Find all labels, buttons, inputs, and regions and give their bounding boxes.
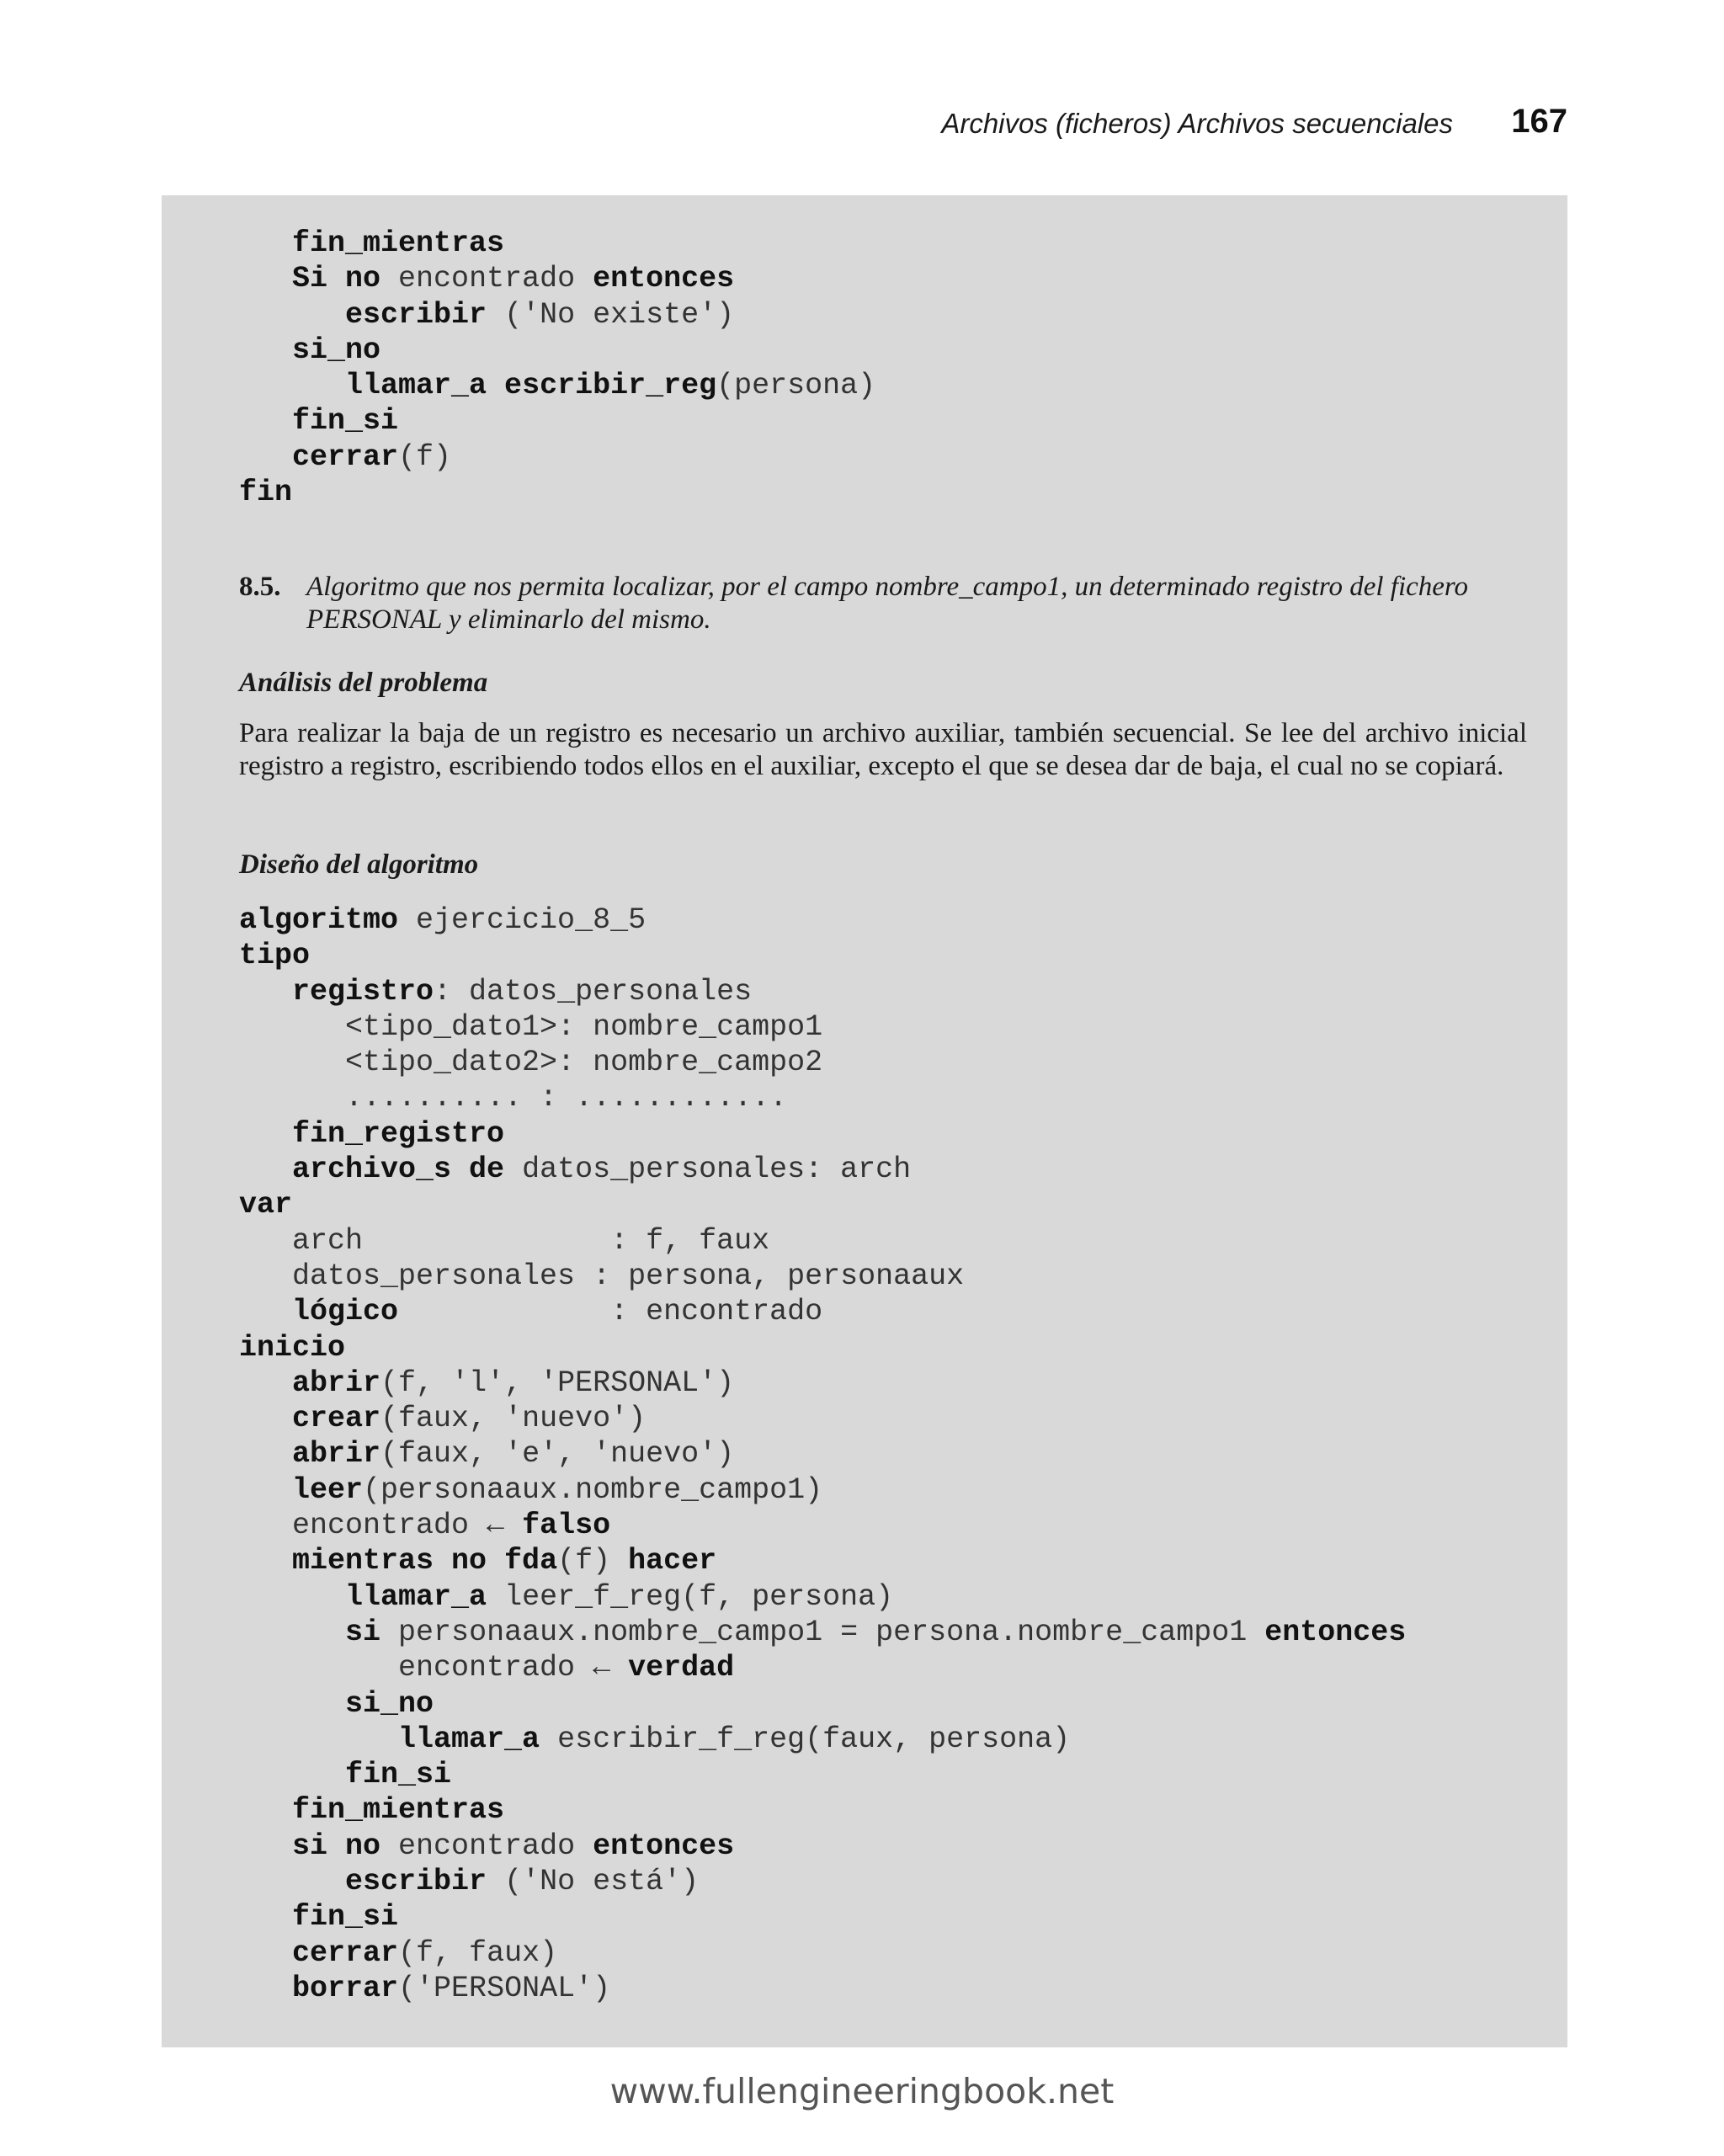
code-keyword: si [345,1615,381,1649]
code-text: ejercicio_8_5 [398,903,646,937]
code-block-continuation [239,226,875,510]
code-keyword: llamar_a [398,1722,540,1756]
code-text: (faux, 'nuevo') [380,1402,646,1436]
code-keyword: llamar_a escribir_reg [345,369,717,403]
code-text [239,440,292,474]
code-keyword: fin_mientras [292,226,505,260]
code-text: (f, faux) [398,1935,558,1970]
code-keyword: falso [522,1509,611,1543]
code-keyword: fin_si [292,404,399,439]
code-line [239,1900,398,1934]
code-text: ('PERSONAL') [398,1971,611,2005]
code-keyword: algoritmo [239,903,399,937]
code-line [239,369,875,402]
code-text: : encontrado [398,1295,823,1329]
code-text: : datos_personales [434,974,753,1009]
code-keyword: Si no [292,262,381,296]
code-line [239,1544,716,1578]
code-keyword: leer [292,1472,364,1507]
code-text [239,1829,292,1863]
code-text [239,1153,292,1186]
code-keyword: entonces [593,1829,735,1863]
code-line [239,1865,699,1898]
code-text: encontrado ← [239,1651,629,1685]
code-line [239,226,504,260]
code-text [239,226,292,260]
code-keyword: borrar [292,1971,399,2005]
code-keyword: entonces [1264,1615,1407,1649]
code-keyword: fin_si [292,1900,399,1935]
analysis-paragraph: Para realizar la baja de un registro es necesario un archivo auxiliar, también secuencial. Se lee del archivo inicial registro a registro, escribiendo todos ellos en el auxiliar, excepto el que se desea dar de baja, el cual no se copiará. [239,718,1527,781]
code-line [239,1473,822,1507]
exercise-text: Algoritmo que nos permita localizar, por el campo nombre_campo1, un determinado registro del fichero PERSONAL y eliminarlo del mismo. [306,572,1469,635]
code-keyword: si_no [292,333,381,367]
code-line [239,440,451,474]
code-text [239,1437,292,1471]
exercise-panel [162,195,1567,2047]
code-keyword: fin_si [345,1758,452,1792]
code-text [239,1900,292,1934]
code-keyword: escribir [345,297,487,332]
code-line [239,1331,345,1365]
code-line [239,1972,610,2005]
code-text [239,1366,292,1400]
code-line [239,1722,1070,1756]
code-keyword: si no [292,1829,381,1863]
code-text: (faux, 'e', 'nuevo') [380,1437,735,1472]
code-text [239,1402,292,1435]
code-line [239,476,292,509]
code-line [239,1687,434,1721]
code-text [239,1758,345,1791]
code-keyword: lógico [292,1295,399,1329]
code-keyword: entonces [593,262,735,296]
code-text [239,1616,345,1649]
code-line [239,262,734,295]
code-text: personaaux.nombre_campo1 = persona.nombre_campo1 [380,1615,1265,1649]
code-line [239,1509,610,1542]
code-keyword: escribir [345,1865,487,1899]
analysis-heading: Análisis del problema [239,668,488,698]
code-text [239,1473,292,1507]
code-text: <tipo_dato2>: nombre_campo2 [239,1046,823,1080]
code-text [239,1722,398,1756]
code-text [239,369,345,402]
code-line [239,1081,787,1115]
code-line [239,1259,964,1293]
code-line [239,1580,893,1614]
code-line [239,1437,734,1471]
code-line [239,1402,646,1435]
code-text: .......... : ............ [239,1081,788,1115]
code-keyword: tipo [239,939,311,973]
code-keyword: cerrar [292,439,399,474]
code-text [239,1793,292,1827]
code-text: escribir_f_reg(faux, persona) [540,1722,1071,1756]
code-text: datos_personales: arch [504,1153,912,1187]
exercise-number: 8.5. [239,572,281,602]
code-line [239,1295,822,1328]
code-line [239,1224,769,1258]
code-text: (f) [557,1544,629,1578]
code-line [239,1651,734,1685]
code-line [239,298,734,332]
code-line [239,1793,504,1827]
code-line [239,939,310,972]
code-text: leer_f_reg(f, persona) [487,1579,894,1614]
code-text [239,1972,292,2005]
code-line [239,1829,734,1863]
code-line [239,404,398,438]
code-text: encontrado [380,262,593,296]
code-keyword: cerrar [292,1935,399,1970]
code-keyword: abrir [292,1437,381,1472]
code-text: <tipo_dato1>: nombre_campo1 [239,1009,823,1044]
code-text: encontrado [380,1829,593,1863]
code-text: (persona) [716,369,876,403]
code-text [239,1687,345,1721]
code-keyword: si_no [345,1686,434,1721]
code-text: arch : f, faux [239,1223,770,1258]
code-keyword: llamar_a [345,1579,487,1614]
code-line [239,1010,822,1044]
code-keyword: fin_registro [292,1116,505,1151]
code-line [239,1616,1406,1649]
running-header-title: Archivos (ficheros) Archivos secuenciales [941,108,1453,139]
code-line [239,975,752,1009]
code-text [239,1936,292,1970]
code-text: (f, 'l', 'PERSONAL') [380,1365,735,1400]
code-keyword: mientras no fda [292,1544,558,1578]
code-text: (personaaux.nombre_campo1) [363,1472,823,1507]
code-keyword: fin_mientras [292,1793,505,1828]
code-keyword: fin [239,476,293,510]
code-text [239,1580,345,1614]
code-keyword: archivo_s de [292,1153,505,1187]
footer-watermark-url: www.fullengineeringbook.net [609,2071,1115,2111]
code-keyword: crear [292,1402,381,1436]
code-line [239,333,380,367]
code-text [239,262,292,295]
code-keyword: registro [292,974,434,1009]
code-text [239,404,292,438]
code-text: (f) [398,439,452,474]
code-keyword: var [239,1188,293,1222]
page-number: 167 [1511,103,1567,140]
code-keyword: inicio [239,1330,346,1365]
code-text [239,298,345,332]
design-heading: Diseño del algoritmo [239,849,479,880]
code-keyword: abrir [292,1365,381,1400]
code-line [239,903,646,937]
code-line [239,1188,292,1222]
code-text: encontrado ← [239,1509,523,1543]
code-line [239,1153,911,1186]
code-line [239,1117,504,1151]
code-keyword: verdad [628,1651,735,1685]
code-text [239,1544,292,1578]
code-text [239,975,292,1009]
code-block-algorithm [239,902,1406,2006]
code-text [239,1117,292,1151]
code-keyword: hacer [628,1544,717,1578]
code-text: ('No está') [487,1865,700,1899]
code-text: ('No existe') [487,297,735,332]
code-text [239,333,292,367]
code-line [239,1936,557,1970]
code-text [239,1865,345,1898]
code-line [239,1366,734,1400]
code-line [239,1046,822,1079]
exercise-statement [239,571,1552,636]
code-text [239,1295,292,1328]
code-text: datos_personales : persona, personaaux [239,1259,965,1293]
code-line [239,1758,451,1791]
